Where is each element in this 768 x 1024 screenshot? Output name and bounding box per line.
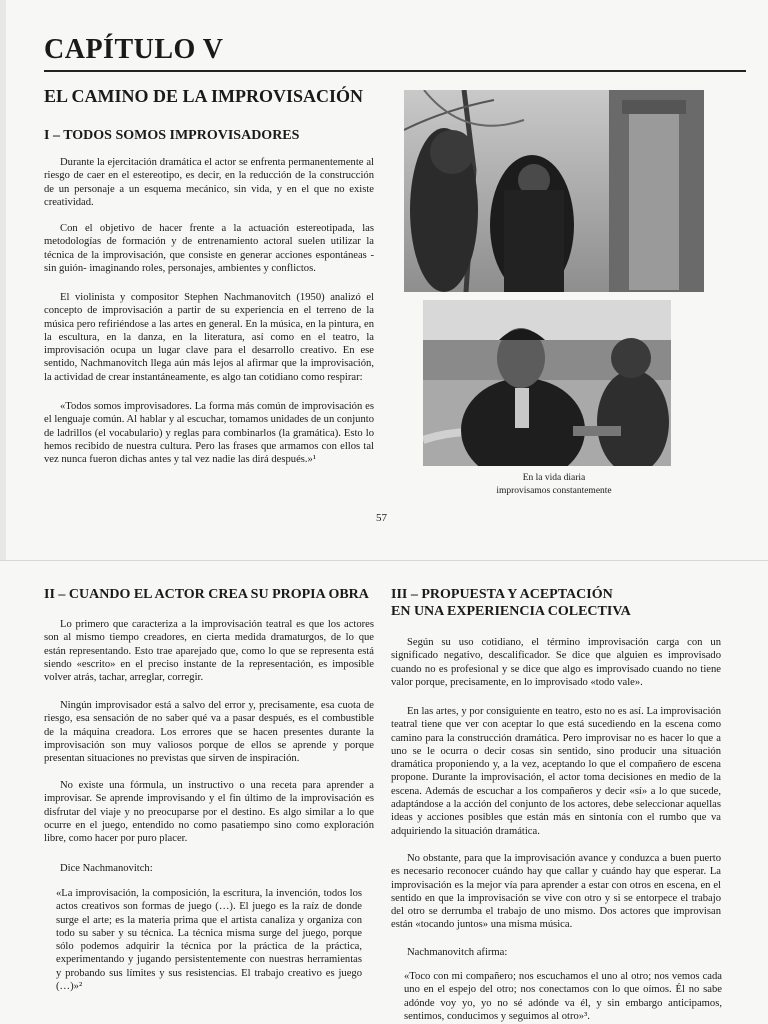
section-2-paragraph-3: No existe una fórmula, un instructivo o una receta para aprender a improvisar. Se aprende improvisando y el fin último de la improvisación es disfrutar del viaje y no preocuparse por el destino. Es algo similar a lo que ocurre en el juego, entendido no como pasatiempo sino como exploración libre, como hacer por puro placer.	[44, 780, 374, 845]
section-3-paragraph-3: No obstante, para que la improvisación avance y conduzca a buen puerto es necesario reconocer cuándo hay que callar y cuándo hay que esperar. La improvisación es la mejor vía para aprender a estar con otros en escena, en el sentido en que la improvisación se vive con otro y si se entorpece el trabajo del otro se derrumba el trabajo de uno mismo. Dos actores que improvisan están «tocando juntos» una misma música.	[391, 853, 721, 931]
photo-caption	[404, 472, 704, 498]
chapter-heading: CAPÍTULO V	[44, 34, 224, 65]
section-2-paragraph-4: Dice Nachmanovitch:	[60, 863, 153, 874]
section-1-paragraph-2: Con el objetivo de hacer frente a la actuación estereotipada, las metodologías de formación y de entrenamiento actoral suelen utilizar la técnica de la improvisación, que consiste en generar acciones espontáneas -sin guión- imaginando roles, personajes, ambientes y conflictos.	[44, 223, 374, 274]
page-number: 57	[376, 512, 387, 524]
scan-edge-shadow	[0, 0, 6, 560]
section-1-quote: «Todos somos improvisadores. La forma más común de improvisación es el lenguaje común. Al hablar y al escuchar, tomamos unidades de un conjunto de ladrillos (el vocabulario) y reglas para combinarlos (la gramática). Esto lo hemos recibido de nuestra cultura. Pero las frases que armamos con ellos tal vez nunca fueron dichas antes y tal vez nadie las dirá después.»¹	[44, 401, 374, 466]
section-3-quote: «Toco con mi compañero; nos escuchamos el uno al otro; nos vemos cada uno en el espejo del otro; nos conectamos con lo que oímos. Él no sabe adónde voy yo, yo no sé adónde va él, y sin embargo anticipamos, sentimos, conducimos y seguimos al otro»³.	[404, 971, 722, 1022]
page-break-line	[0, 560, 768, 561]
section-3-paragraph-1: Según su uso cotidiano, el término improvisación carga con un significado negativo, descalificador. Se dice que alguien es improvisado cuando no es profesional y se dice que algo es improvisado cuando no tiene valor porque, precisamente, en lo improvisado «todo vale».	[391, 637, 721, 688]
chapter-title: EL CAMINO DE LA IMPROVISACIÓN	[44, 86, 364, 106]
section-1-paragraph-1: Durante la ejercitación dramática el actor se enfrenta permanentemente al riesgo de caer en el estereotipo, es decir, en la reducción de la construcción de un personaje a un esquema mecánico, sin vida, y en el que no existe creatividad.	[44, 157, 374, 208]
caption-line-2: improvisamos constantemente	[496, 486, 612, 496]
section-2-quote: «La improvisación, la composición, la escritura, la invención, todos los actos creativos son formas de juego (…). El juego es la raíz de donde surge el arte; es la materia prima que el artista canaliza y organiza con todo su saber y su técnica. La técnica misma surge del juego, porque sólo podemos adquirir la técnica por la práctica de la práctica, experimentando y jugando persistentemente con nuestras herramientas y probando sus límites y sus resistencias. El trabajo creativo es juego (…)»²	[56, 888, 362, 993]
section-2-paragraph-2: Ningún improvisador está a salvo del error y, precisamente, esa cuota de riesgo, esa sensación de no saber qué va a pasar después, es el combustible de la máquina creadora. Los errores que se hacen presentes durante la improvisación son muy valiosos porque de ellos se aprende y porque presentan situaciones no previstas que sirven de inspiración.	[44, 700, 374, 765]
section-2-heading: II – CUANDO EL ACTOR CREA SU PROPIA OBRA	[44, 587, 369, 602]
section-3-paragraph-2: En las artes, y por consiguiente en teatro, esto no es así. La improvisación teatral tiene que ver con aceptar lo que está sucediendo en la escena como camino para la construcción dramática. Pero improvisar no es hacer lo que a uno se le ocurra o decir cosas sin sentido, sino producir una situación dramática proponiendo y, a la vez, aceptando lo que el compañero de escena propone. Durante la improvisación, el actor toma decisiones en medio de la escena. Además de escuchar a los compañeros y decir «sí» a lo que sucede, adaptándose a la acción del conjunto de los actores, debe seleccionar aquellas ideas y acciones posibles que están más en sintonía con el rumbo que va adquiriendo la situación dramática.	[391, 706, 721, 837]
chapter-rule	[44, 70, 746, 72]
section-3-heading-line-2: EN UNA EXPERIENCIA COLECTIVA	[391, 604, 631, 619]
section-1-paragraph-3: El violinista y compositor Stephen Nachmanovitch (1950) analizó el concepto de improvisación a partir de su experiencia en el terreno de la música pero refiriéndose a las artes en general. En la música, en la pintura, en la escultura, en la danza, en la literatura, así como en el teatro, la improvisación ocupa un lugar clave para el desarrollo creativo. En ese sentido, Nachmanovitch llega aún más lejos al afirmar que la improvisación, la actividad de crear instantáneamente, es algo tan cotidiano como respirar:	[44, 292, 374, 383]
section-3-paragraph-4: Nachmanovitch afirma:	[407, 947, 508, 958]
photo-street-walk	[404, 90, 704, 292]
section-3-heading-line-1: III – PROPUESTA Y ACEPTACIÓN	[391, 587, 613, 602]
section-1-heading: I – TODOS SOMOS IMPROVISADORES	[44, 128, 300, 143]
section-2-paragraph-1: Lo primero que caracteriza a la improvisación teatral es que los actores son al mismo tiempo creadores, en cierta medida dramaturgos, de lo que están representando. Esto trae aparejado que, como lo que se representa está siendo «escrito» en el preciso instante de la representación, es imposible volver atrás, tachar, arreglar, corregir.	[44, 619, 374, 684]
caption-line-1: En la vida diaria	[522, 473, 586, 483]
photo-men-talking	[423, 300, 671, 466]
